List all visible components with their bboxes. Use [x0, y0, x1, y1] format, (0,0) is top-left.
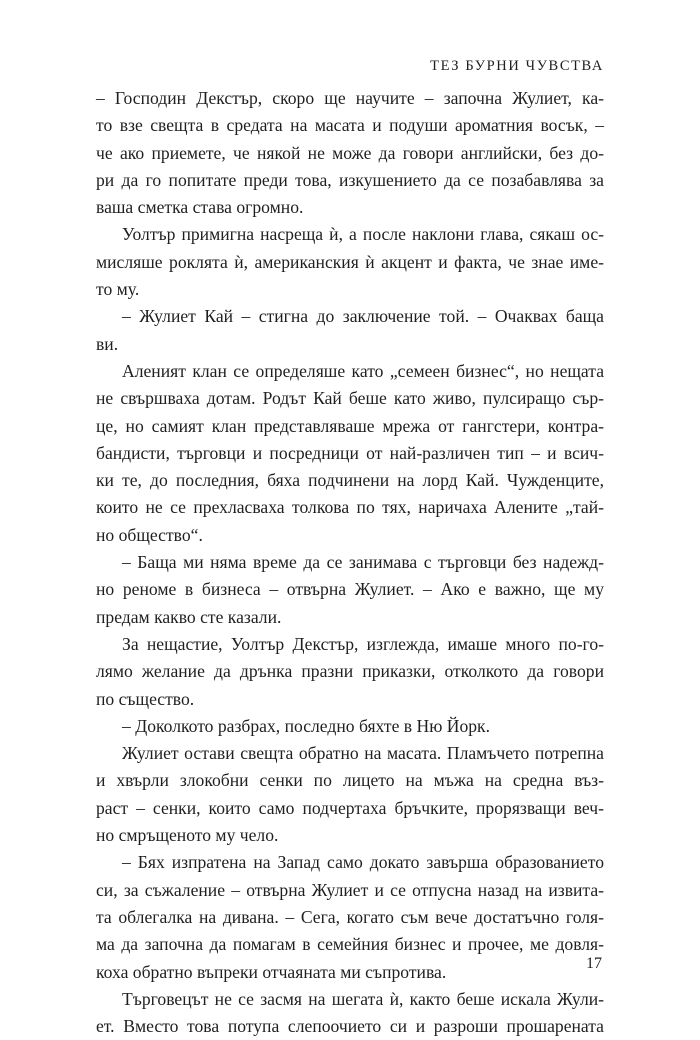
- text-line: ма да започна да помагам в семейния бизнес и прочее, ме довля-: [96, 934, 604, 955]
- text-line: ви.: [96, 333, 119, 354]
- text-line: то му.: [96, 279, 140, 300]
- text-line: раст – сенки, които само подчертаха бръчките, прорязващи веч-: [96, 797, 604, 818]
- text-line: – Господин Декстър, скоро ще научите – започна Жулиет, ка-: [96, 88, 604, 108]
- text-line: – Жулиет Кай – стигна до заключение той. – Очаквах баща: [122, 306, 604, 327]
- text-line: си, за съжаление – отвърна Жулиет и се отпусна назад на извита-: [96, 879, 604, 900]
- text-line: но смръщеното му чело.: [96, 825, 279, 846]
- text-line: коха обратно въпреки отчаяната ми съпротива.: [96, 961, 447, 982]
- text-line: Търговецът не се засмя на шегата ѝ, както беше искала Жули-: [122, 988, 604, 1009]
- text-line: це, но самият клан представляваше мрежа от гангстери, контра-: [96, 415, 604, 436]
- text-line: За нещастие, Уолтър Декстър, изглежда, имаше много по-го-: [122, 633, 604, 654]
- text-line: и хвърли злокобни сенки по лицето на мъжа на средна въз-: [96, 770, 604, 791]
- text-line: ки те, до последния, бяха подчинени на лорд Кай. Чужденците,: [96, 470, 604, 491]
- text-line: предам какво сте казали.: [96, 606, 282, 627]
- text-line: но общество“.: [96, 524, 203, 545]
- text-line: – Бях изпратена на Запад само докато завърша образованието: [122, 852, 604, 873]
- text-line: ваша сметка става огромно.: [96, 197, 304, 218]
- text-line: та облегалка на дивана. – Сега, когато съм вече достатъчно голя-: [96, 906, 604, 927]
- text-line: че ако приемете, че някой не може да говори английски, без до-: [96, 142, 604, 163]
- text-line: не свършваха дотам. Родът Кай беше като живо, пулсиращо сър-: [96, 388, 604, 409]
- text-line: Жулиет остави свещта обратно на масата. Пламъчето потрепна: [122, 743, 604, 764]
- text-line: но реноме в бизнеса – отвърна Жулиет. – Ако е важно, ще му: [96, 579, 604, 600]
- text-line: ри да го попитате преди това, изкушението да се позабавлява за: [96, 169, 604, 190]
- text-line: които не се прехласваха толкова по тях, наричаха Алените „тай-: [96, 497, 604, 518]
- text-line: Уолтър примигна насреща ѝ, а после наклони глава, сякаш ос-: [122, 224, 604, 245]
- text-line: ет. Вместо това потупа слепоочието си и разроши прошарената: [96, 1016, 604, 1037]
- body-text: [96, 85, 604, 1040]
- text-line: по същество.: [96, 688, 195, 709]
- text-line: Аленият клан се определяше като „семеен бизнес“, но нещата: [122, 360, 604, 381]
- running-header-title: ТЕЗ БУРНИ ЧУВСТВА: [430, 58, 604, 74]
- text-line: мисляше роклята ѝ, американския ѝ акцент и факта, че знае име-: [96, 251, 604, 272]
- text-line: бандисти, търговци и посредници от най-различен тип – и всич-: [96, 442, 604, 463]
- text-line: – Баща ми няма време да се занимава с търговци без надежд-: [122, 552, 604, 573]
- text-line: – Доколкото разбрах, последно бяхте в Ню Йорк.: [122, 715, 491, 736]
- page-number: 17: [586, 955, 602, 972]
- text-line: лямо желание да дрънка празни приказки, отколкото да говори: [96, 661, 604, 682]
- text-line: то взе свещта в средата на масата и подуши ароматния восък, –: [96, 115, 604, 136]
